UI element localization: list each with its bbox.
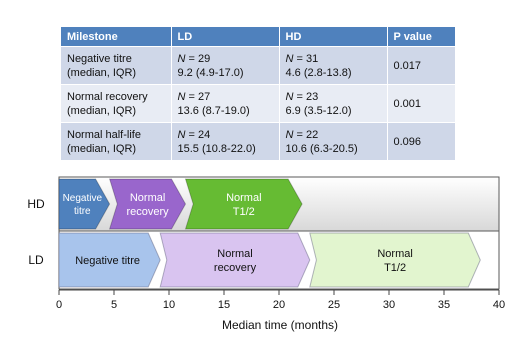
x-tick-label: 20 xyxy=(272,299,286,311)
ld-cell xyxy=(171,85,279,123)
x-tick-label: 10 xyxy=(162,299,176,311)
x-tick-label: 5 xyxy=(110,299,118,311)
median-iqr: 6.9 (3.5-12.0) xyxy=(285,104,352,117)
n-label: N xyxy=(177,128,186,141)
milestone-table xyxy=(61,27,455,160)
median-iqr: 4.6 (2.8-13.8) xyxy=(285,66,352,79)
milestone-stat: (median, IQR) xyxy=(67,142,137,155)
n-label: N xyxy=(285,90,294,103)
median-iqr: 9.2 (4.9-17.0) xyxy=(177,66,244,79)
milestone-name: Normal recovery xyxy=(67,90,148,103)
segment-label: Negative xyxy=(62,193,103,204)
p-value-cell: 0.017 xyxy=(387,47,455,85)
segment-label: T1/2 xyxy=(384,261,407,274)
milestone-name: Normal half-life xyxy=(67,128,141,141)
x-tick-label: 15 xyxy=(217,299,231,311)
timeline-chart xyxy=(0,170,511,337)
header-ld: LD xyxy=(171,27,279,47)
ld-cell xyxy=(171,123,279,161)
x-tick-label: 30 xyxy=(382,299,396,311)
milestone-name: Negative titre xyxy=(67,52,132,65)
median-iqr: 10.6 (6.3-20.5) xyxy=(285,142,358,155)
table-header-row xyxy=(61,27,455,47)
ld-cell xyxy=(171,47,279,85)
table-row xyxy=(61,47,455,85)
n-label: N xyxy=(285,128,294,141)
hd-cell xyxy=(279,85,387,123)
x-tick-label: 35 xyxy=(437,299,451,311)
header-milestone: Milestone xyxy=(61,27,171,47)
hd-cell xyxy=(279,47,387,85)
n-value: = 22 xyxy=(293,128,319,141)
segment-label: Negative titre xyxy=(75,254,141,267)
n-label: N xyxy=(177,90,186,103)
n-value: = 24 xyxy=(185,128,211,141)
n-value: = 27 xyxy=(185,90,211,103)
header-p-value: P value xyxy=(387,27,455,47)
hd-cell xyxy=(279,123,387,161)
category-label-ld: LD xyxy=(28,253,44,267)
x-tick-label: 25 xyxy=(327,299,341,311)
milestone-cell xyxy=(61,123,171,161)
n-value: = 29 xyxy=(185,52,211,65)
x-tick-label: 40 xyxy=(492,299,506,311)
milestone-stat: (median, IQR) xyxy=(67,104,137,117)
table-row xyxy=(61,85,455,123)
segment-label: recovery xyxy=(126,205,169,218)
milestone-cell xyxy=(61,85,171,123)
segment-hd-2 xyxy=(186,179,303,229)
x-axis-label: Median time (months) xyxy=(221,318,339,332)
n-label: N xyxy=(285,52,294,65)
segment-hd-1 xyxy=(110,179,186,229)
category-label-hd: HD xyxy=(27,197,45,211)
milestone-stat: (median, IQR) xyxy=(67,66,137,79)
p-value-cell: 0.001 xyxy=(387,85,455,123)
p-value-cell: 0.096 xyxy=(387,123,455,161)
segment-label: T1/2 xyxy=(232,205,255,218)
x-tick-label: 0 xyxy=(55,299,63,311)
segment-label: recovery xyxy=(213,261,257,274)
segment-label: Normal xyxy=(129,191,166,204)
segment-label: Normal xyxy=(226,191,262,204)
segment-label: titre xyxy=(73,206,91,217)
segment-label: Normal xyxy=(217,247,253,260)
n-value: = 31 xyxy=(293,52,319,65)
median-iqr: 15.5 (10.8-22.0) xyxy=(177,142,256,155)
table-row xyxy=(61,123,455,161)
segment-ld-2 xyxy=(310,233,481,287)
header-hd: HD xyxy=(279,27,387,47)
n-value: = 23 xyxy=(293,90,319,103)
milestone-cell xyxy=(61,47,171,85)
segment-ld-1 xyxy=(160,233,310,287)
median-iqr: 13.6 (8.7-19.0) xyxy=(177,104,250,117)
segment-label: Normal xyxy=(377,247,413,260)
n-label: N xyxy=(177,52,186,65)
